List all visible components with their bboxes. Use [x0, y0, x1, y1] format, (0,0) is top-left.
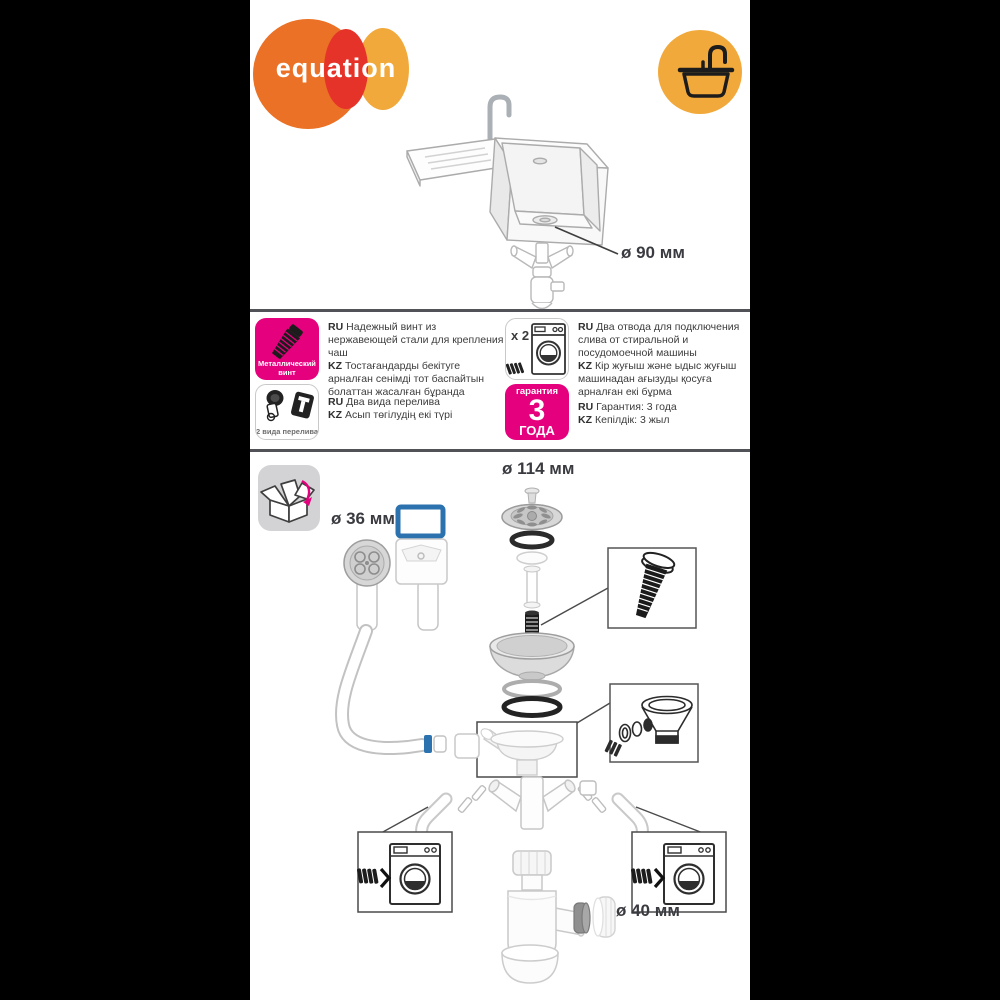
- strainer-diameter-label: ø 114 мм: [502, 459, 575, 478]
- logo-text: equation: [275, 53, 397, 83]
- warranty-years: ГОДА: [519, 423, 555, 438]
- warranty-number: 3: [528, 394, 546, 427]
- drain-body: [479, 727, 563, 775]
- divider: [250, 309, 750, 312]
- overflow-round-part: [344, 540, 390, 630]
- sink-bowl: [490, 138, 608, 245]
- overflow-diameter-label: ø 36 мм: [331, 509, 395, 528]
- feature-ru-line: RU Два вида перелива: [328, 396, 440, 408]
- feature-kz-line: KZ Тостағандарды бекітуге арналған сенімді тот баспайтын болаттан жасалған бұранда: [328, 360, 485, 398]
- two-outlets-badge: [505, 318, 569, 380]
- leader-line: [577, 703, 610, 723]
- washing-machine-icon: [506, 321, 568, 379]
- x2-label: x 2: [511, 328, 530, 343]
- feature-text-two-outlets: [578, 321, 756, 399]
- washing-machine-box-right: [631, 832, 726, 912]
- white-cap: [517, 552, 547, 564]
- tee-pipe: [487, 777, 577, 829]
- sink-cutaway-illustration: [250, 85, 750, 315]
- strainer-basket: [502, 505, 562, 530]
- strainer-knob: [525, 488, 539, 503]
- overflow-hose: [342, 631, 446, 753]
- feature-text-two-overflows: [328, 396, 506, 422]
- rubber-gasket: [512, 533, 552, 547]
- warranty-word: гарантия: [515, 386, 559, 397]
- leader-line: [541, 588, 608, 625]
- feature-text-metal-screw: [328, 321, 506, 399]
- warranty-badge: [505, 384, 569, 440]
- bottom-cup: [502, 945, 558, 983]
- gray-seal-ring: [574, 903, 590, 933]
- white-lock-nut: [593, 897, 615, 937]
- siphon-under-sink: [511, 243, 573, 309]
- metal-screw-badge-label: Металлический винт: [258, 359, 316, 377]
- two-overflows-badge: [255, 384, 319, 440]
- drain-diameter-label: ø 90 мм: [621, 243, 685, 262]
- unboxing-icon: [258, 465, 320, 531]
- feature-ru-line: RU Гарантия: 3 года: [578, 401, 677, 413]
- hose-adapter: [455, 734, 479, 758]
- overflow-parts-icon: [260, 388, 316, 422]
- metal-ring: [504, 681, 560, 697]
- feature-kz-line: KZ Кепілдік: 3 жыл: [578, 414, 670, 426]
- feature-kz-line: KZ Кір жуғыш және ыдыс жуғыш машинадан ағызуды қосуға арналған екі бұрма: [578, 360, 737, 398]
- hose-connector-icon: [506, 359, 524, 377]
- feature-kz-line: KZ Асып төгілудің екі түрі: [328, 409, 453, 421]
- blue-hose-band: [424, 735, 432, 753]
- drainboard: [407, 139, 502, 186]
- washing-machine-box-left: [357, 832, 452, 912]
- compression-nut: [513, 851, 551, 875]
- screw-rod: [524, 566, 540, 608]
- funnel-inset-box: [604, 684, 698, 762]
- content-panel: [250, 0, 750, 1000]
- drain-bowl: [490, 633, 574, 680]
- two-overflows-badge-label: 2 вида перелива: [256, 426, 319, 436]
- rubber-oring: [504, 699, 560, 716]
- screw-inset-box: [608, 548, 696, 628]
- blue-overflow-gasket: [398, 507, 443, 536]
- feature-ru-line: RU Надежный винт из нержавеющей стали для крепления чаш: [328, 321, 504, 359]
- outlet-diameter-label: ø 40 мм: [616, 901, 680, 920]
- feature-text-warranty: [578, 401, 756, 427]
- overflow-rect-part: [396, 539, 447, 630]
- divider: [250, 449, 750, 452]
- metal-screw-badge: [255, 318, 319, 380]
- feature-ru-line: RU Два отвода для подключения слива от стиральной и посудомоечной машины: [578, 321, 740, 359]
